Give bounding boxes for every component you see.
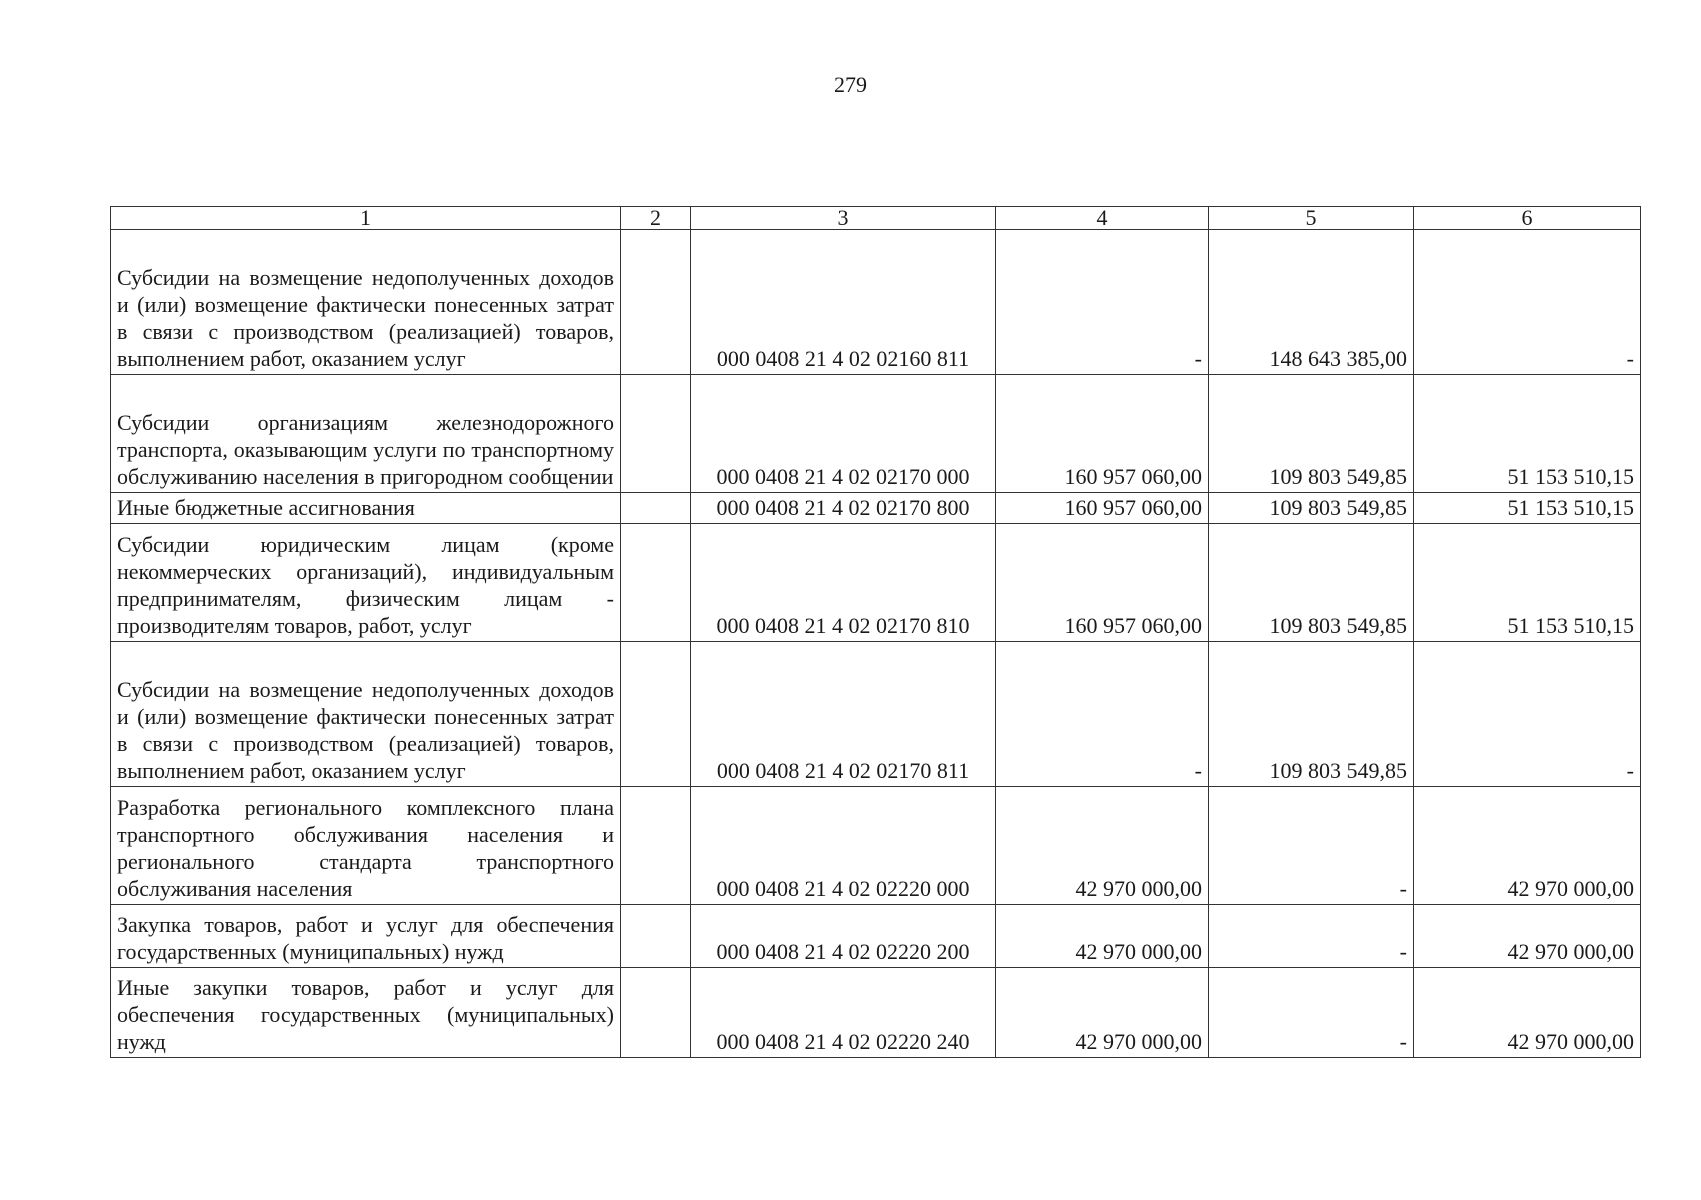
row-col4: 160 957 060,00 [996,524,1209,642]
row-code: 000 0408 21 4 02 02220 200 [691,905,996,968]
row-col5: - [1209,968,1414,1058]
row-col4: 160 957 060,00 [996,375,1209,493]
row-col6: 51 153 510,15 [1414,493,1641,524]
row-code: 000 0408 21 4 02 02160 811 [691,230,996,375]
row-code: 000 0408 21 4 02 02220 000 [691,787,996,905]
row-col4: 42 970 000,00 [996,968,1209,1058]
table-row [111,230,1641,375]
row-name: Разработка регионального комплексного плана транспортного обслуживания населения и регионального стандарта транспортного обслуживания населения [111,787,621,905]
row-name: Субсидии юридическим лицам (кроме некоммерческих организаций), индивидуальным предпринимателям, физическим лицам - производителям товаров, работ, услуг [111,524,621,642]
row-col6: 42 970 000,00 [1414,968,1641,1058]
row-code: 000 0408 21 4 02 02170 811 [691,642,996,787]
table-header [111,207,1641,230]
row-code: 000 0408 21 4 02 02170 800 [691,493,996,524]
header-col-5: 5 [1209,207,1414,230]
row-col6: 51 153 510,15 [1414,524,1641,642]
row-col4: 42 970 000,00 [996,905,1209,968]
row-name: Субсидии организациям железнодорожного транспорта, оказывающим услуги по транспортному обслуживанию населения в пригородном сообщении [111,375,621,493]
table-row [111,968,1641,1058]
row-name: Закупка товаров, работ и услуг для обеспечения государственных (муниципальных) нужд [111,905,621,968]
row-col2 [621,230,691,375]
header-col-4: 4 [996,207,1209,230]
row-col4: 42 970 000,00 [996,787,1209,905]
page-number: 279 [834,72,867,97]
table-row [111,905,1641,968]
header-col-6: 6 [1414,207,1641,230]
table-row [111,642,1641,787]
row-col5: 109 803 549,85 [1209,493,1414,524]
row-code: 000 0408 21 4 02 02220 240 [691,968,996,1058]
row-col2 [621,524,691,642]
header-col-3: 3 [691,207,996,230]
row-col2 [621,375,691,493]
row-name: Иные закупки товаров, работ и услуг для обеспечения государственных (муниципальных) нужд [111,968,621,1058]
header-col-1: 1 [111,207,621,230]
row-code: 000 0408 21 4 02 02170 810 [691,524,996,642]
row-code: 000 0408 21 4 02 02170 000 [691,375,996,493]
row-col2 [621,905,691,968]
row-col6: 51 153 510,15 [1414,375,1641,493]
row-col2 [621,968,691,1058]
budget-table [110,206,1641,1058]
row-col5: 148 643 385,00 [1209,230,1414,375]
row-col2 [621,642,691,787]
row-col4: 160 957 060,00 [996,493,1209,524]
header-col-2: 2 [621,207,691,230]
row-col6: 42 970 000,00 [1414,905,1641,968]
row-col6: - [1414,642,1641,787]
table-row [111,493,1641,524]
row-col5: - [1209,787,1414,905]
row-col4: - [996,642,1209,787]
table-row [111,524,1641,642]
row-col5: - [1209,905,1414,968]
row-col4: - [996,230,1209,375]
row-name: Субсидии на возмещение недополученных доходов и (или) возмещение фактически понесенных затрат в связи с производством (реализацией) товаров, выполнением работ, оказанием услуг [111,230,621,375]
row-col2 [621,787,691,905]
table-row [111,375,1641,493]
row-col5: 109 803 549,85 [1209,642,1414,787]
row-name: Субсидии на возмещение недополученных доходов и (или) возмещение фактически понесенных затрат в связи с производством (реализацией) товаров, выполнением работ, оказанием услуг [111,642,621,787]
row-name: Иные бюджетные ассигнования [111,493,621,524]
row-col6: 42 970 000,00 [1414,787,1641,905]
row-col2 [621,493,691,524]
row-col5: 109 803 549,85 [1209,524,1414,642]
row-col6: - [1414,230,1641,375]
table-row [111,787,1641,905]
row-col5: 109 803 549,85 [1209,375,1414,493]
